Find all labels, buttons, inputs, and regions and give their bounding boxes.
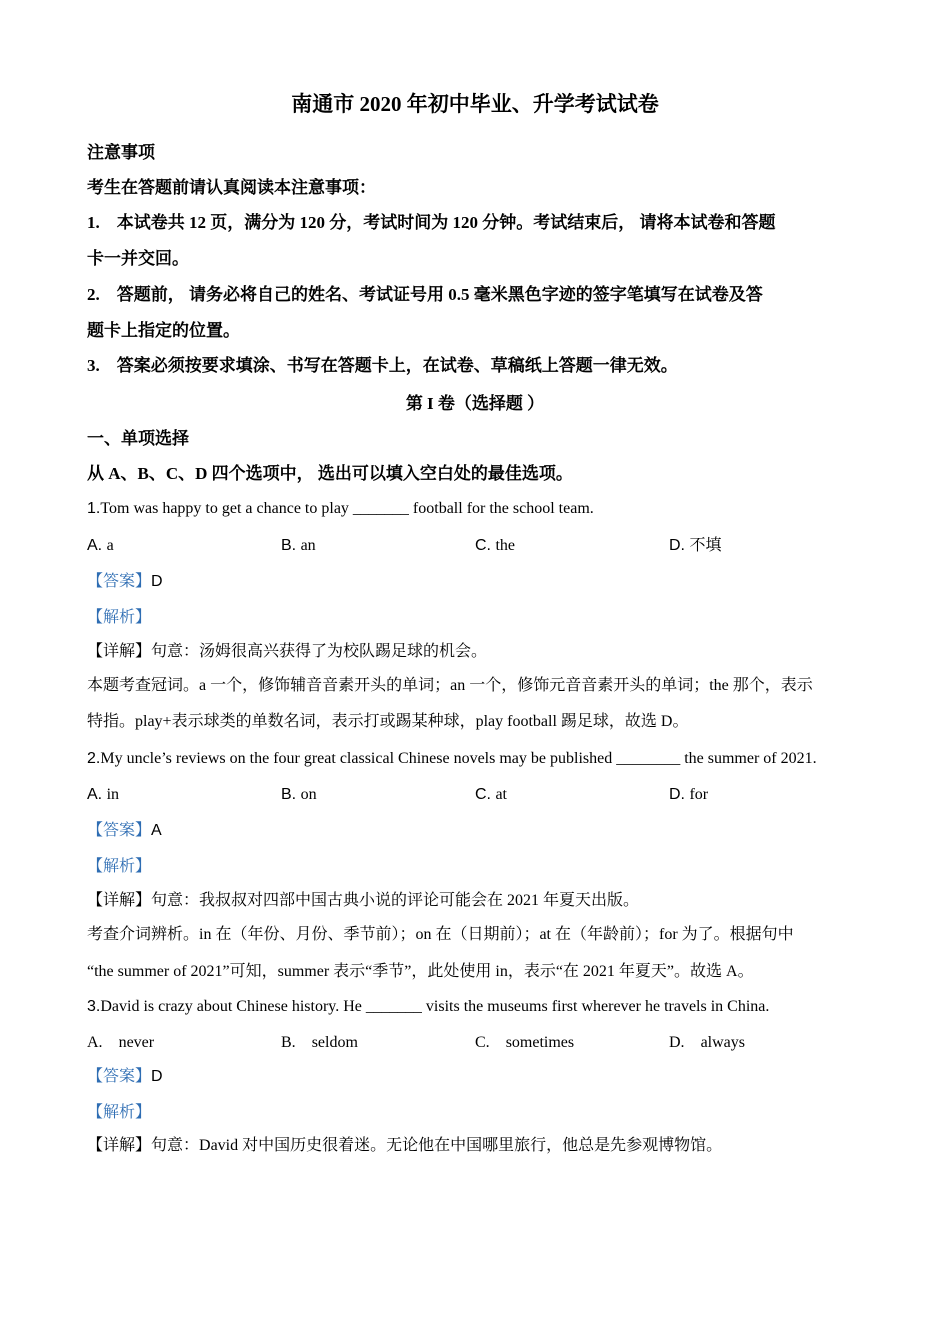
answer-value: A — [151, 822, 162, 839]
notice-item-1-line-1: 1. 本试卷共 12 页，满分为 120 分，考试时间为 120 分钟。考试结束后， 请将本试卷和答题 — [87, 213, 776, 232]
option-c: C. at — [475, 786, 507, 803]
option-a: A. never — [87, 1034, 155, 1051]
option-b: B. on — [281, 786, 317, 803]
answer-tag: 【答案】 — [87, 822, 152, 839]
answer-value: D — [151, 573, 163, 590]
notice-item-3: 3. 答案必须按要求填涂、书写在答题卡上，在试卷、草稿纸上答题一律无效。 — [87, 356, 678, 375]
analysis-tag: 【解析】 — [87, 1104, 152, 1121]
detail-line: 【详解】句意：汤姆很高兴获得了为校队踢足球的机会。 — [87, 643, 488, 660]
answer-value: D — [151, 1068, 163, 1085]
question-number: 3. — [87, 998, 101, 1015]
page-title: 南通市 2020 年初中毕业、升学考试试卷 — [291, 92, 659, 116]
question-2-stem — [87, 749, 817, 769]
explanation-line-2: 特指。play+表示球类的单数名词，表示打或踢某种球，play football 踢足球，故选 D。 — [87, 713, 689, 730]
question-1-stem — [87, 499, 594, 519]
detail-tag: 【详解】 — [87, 643, 152, 660]
question-text: Tom was happy to get a chance to play _______ football for the school team. — [100, 500, 594, 517]
option-c: C. the — [475, 537, 515, 554]
option-b: B. an — [281, 537, 316, 554]
question-text: David is crazy about Chinese history. He _______ visits the museums first wherever he travels in China. — [100, 998, 770, 1015]
answer-line — [87, 572, 163, 592]
section-instruction: 从 A、B、C、D 四个选项中， 选出可以填入空白处的最佳选项。 — [87, 464, 573, 483]
analysis-tag: 【解析】 — [87, 858, 152, 875]
answer-tag: 【答案】 — [87, 573, 152, 590]
notice-heading: 注意事项 — [87, 143, 155, 162]
question-text: My uncle’s reviews on the four great classical Chinese novels may be published ________ the summer of 2021. — [100, 750, 817, 767]
option-b: B. seldom — [281, 1034, 358, 1051]
explanation-line-1: 考查介词辨析。in 在（年份、月份、季节前）；on 在（日期前）；at 在（年龄前）；for 为了。根据句中 — [87, 926, 794, 943]
answer-line — [87, 821, 162, 841]
option-d: D. 不填 — [669, 537, 722, 554]
explanation-line-1: 本题考查冠词。a 一个，修饰辅音音素开头的单词；an 一个，修饰元音音素开头的单词；the 那个，表示 — [87, 677, 813, 694]
option-d: D. always — [669, 1034, 745, 1051]
detail-tag: 【详解】 — [87, 892, 152, 909]
option-c: C. sometimes — [475, 1034, 575, 1051]
answer-line — [87, 1067, 163, 1087]
notice-intro: 考生在答题前请认真阅读本注意事项： — [87, 178, 376, 197]
explanation-line-2: “the summer of 2021”可知，summer 表示“季节”，此处使用 in，表示“在 2021 年夏天”。故选 A。 — [87, 963, 754, 980]
question-number: 2. — [87, 750, 101, 767]
answer-tag: 【答案】 — [87, 1068, 152, 1085]
question-number: 1. — [87, 500, 101, 517]
detail-tag: 【详解】 — [87, 1137, 152, 1154]
volume-heading: 第 I 卷（选择题 ） — [405, 394, 545, 413]
notice-item-2-line-2: 题卡上指定的位置。 — [87, 321, 240, 340]
analysis-tag: 【解析】 — [87, 609, 152, 626]
question-3-stem — [87, 997, 769, 1017]
notice-item-1-line-2: 卡一并交回。 — [87, 249, 189, 268]
option-a: A. in — [87, 786, 120, 803]
notice-item-2-line-1: 2. 答题前， 请务必将自己的姓名、考试证号用 0.5 毫米黑色字迹的签字笔填写在试卷及答 — [87, 285, 763, 304]
option-d: D. for — [669, 786, 709, 803]
section-heading: 一、单项选择 — [87, 429, 189, 448]
option-a: A. a — [87, 537, 114, 554]
detail-line: 【详解】句意：我叔叔对四部中国古典小说的评论可能会在 2021 年夏天出版。 — [87, 892, 640, 909]
detail-line: 【详解】句意：David 对中国历史很着迷。无论他在中国哪里旅行，他总是先参观博物馆。 — [87, 1137, 723, 1154]
